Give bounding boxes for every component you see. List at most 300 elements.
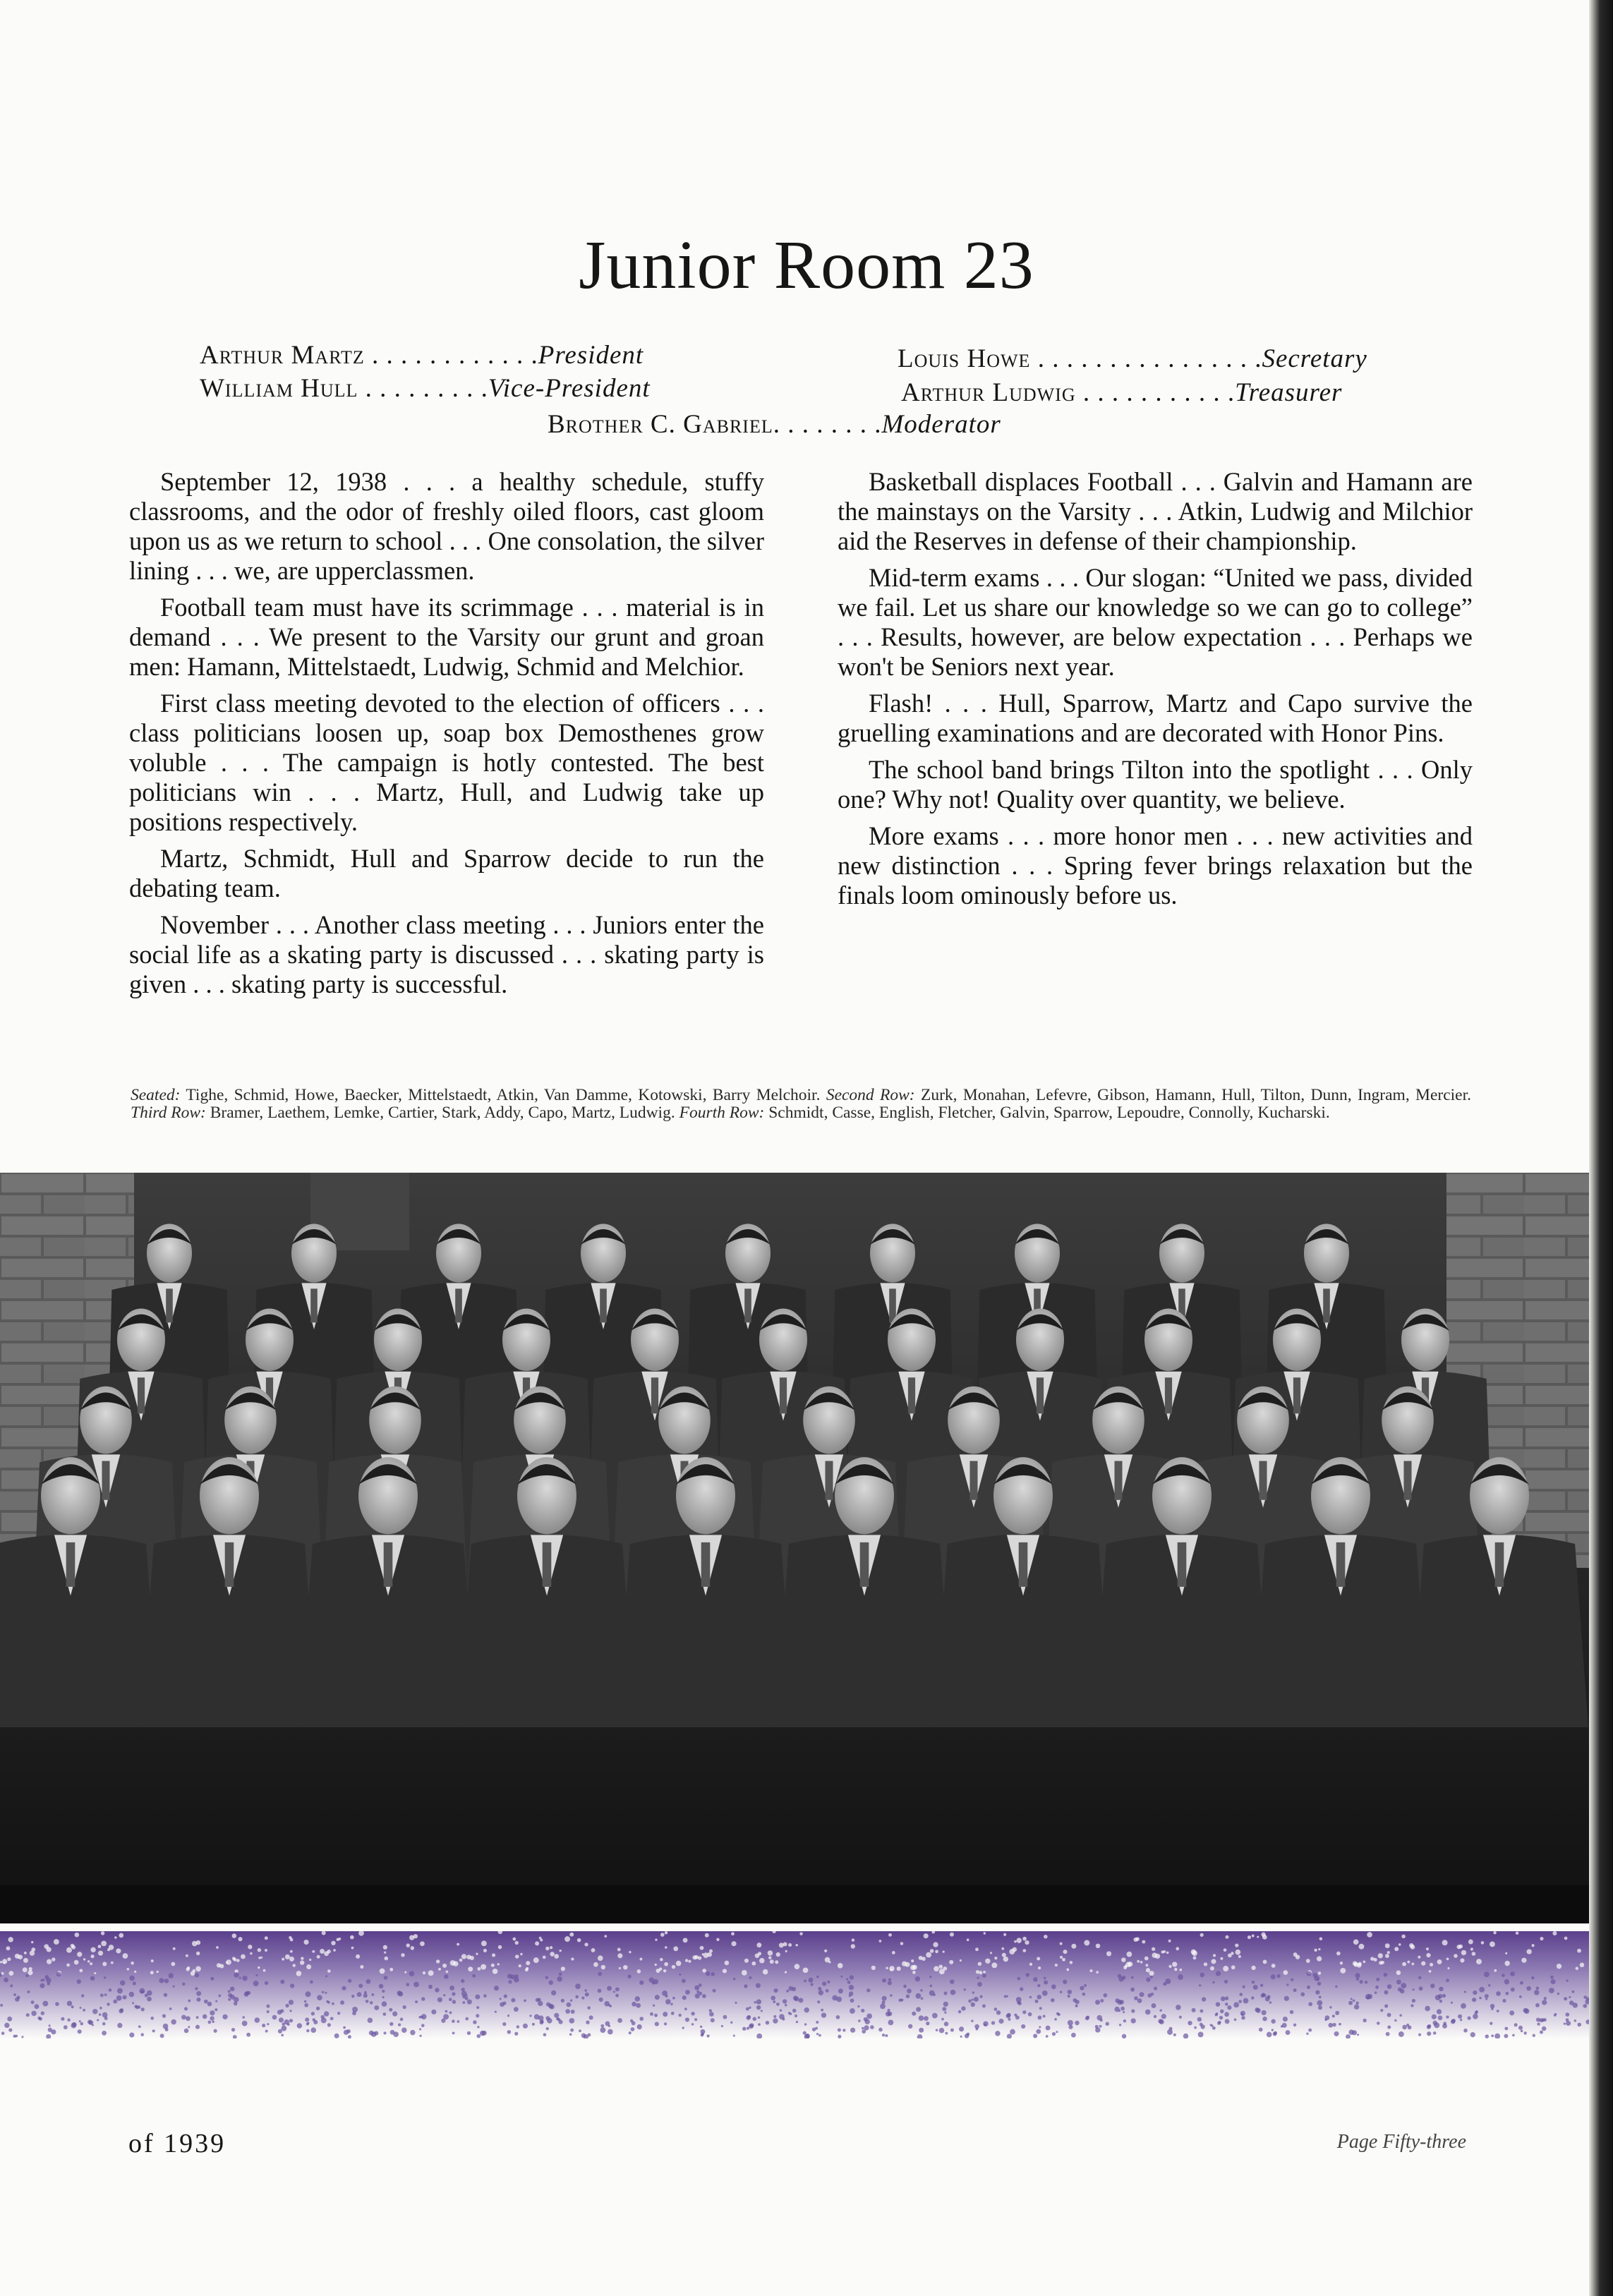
- stipple-dot: [382, 1990, 385, 1993]
- stipple-dot: [241, 1954, 246, 1959]
- stipple-dot: [1339, 2023, 1341, 2026]
- stipple-dot: [1210, 1966, 1214, 1971]
- stipple-dot: [1427, 2031, 1431, 2036]
- stipple-dot: [1224, 1980, 1228, 1983]
- stipple-dot: [615, 1994, 619, 1998]
- stipple-dot: [363, 1993, 368, 1998]
- stipple-dot: [1192, 1950, 1197, 1956]
- stipple-dot: [613, 1990, 615, 1993]
- stipple-dot: [54, 1939, 59, 1945]
- stipple-dot: [1412, 1999, 1415, 2002]
- tie: [908, 1377, 915, 1413]
- stipple-dot: [827, 1981, 830, 1983]
- stipple-dot: [1095, 2000, 1100, 2005]
- stipple-dot: [1473, 2014, 1478, 2019]
- stipple-dot: [107, 2002, 109, 2005]
- stipple-dot: [995, 2031, 1000, 2036]
- stipple-dot: [27, 1990, 30, 1993]
- stipple-dot: [1014, 1940, 1017, 1943]
- stipple-dot: [538, 2001, 543, 2006]
- page-edge-shadow: [1589, 0, 1613, 2296]
- stipple-dot: [702, 1994, 706, 1998]
- stipple-dot: [608, 2029, 613, 2035]
- stipple-dot: [297, 2023, 302, 2028]
- stipple-dot: [1002, 1953, 1006, 1957]
- stipple-dot: [1200, 1973, 1204, 1978]
- stipple-dot: [477, 1967, 481, 1971]
- stipple-dot: [599, 1998, 603, 2002]
- stipple-dot: [623, 1965, 627, 1969]
- stipple-dot: [186, 1967, 190, 1971]
- stipple-dot: [1168, 1940, 1171, 1942]
- stipple-dot: [974, 1997, 979, 2002]
- stipple-dot: [83, 2009, 85, 2012]
- stipple-dot: [188, 2000, 191, 2002]
- stipple-dot: [46, 1978, 51, 1983]
- stipple-dot: [150, 1971, 154, 1974]
- stipple-dot: [1375, 1991, 1377, 1994]
- stipple-dot: [497, 1963, 500, 1965]
- stipple-dot: [1271, 1964, 1276, 1968]
- stipple-dot: [334, 2034, 339, 2038]
- stipple-dot: [230, 1987, 235, 1992]
- stipple-dot: [1145, 1964, 1148, 1966]
- stipple-dot: [1335, 1986, 1337, 1988]
- stipple-dot: [265, 1981, 268, 1985]
- stipple-dot: [162, 2014, 166, 2017]
- stipple-dot: [1271, 1974, 1276, 1979]
- stipple-dot: [1140, 1992, 1144, 1997]
- stipple-dot: [639, 2017, 644, 2021]
- stipple-dot: [284, 2019, 289, 2024]
- stipple-dot: [589, 2015, 593, 2019]
- stipple-dot: [510, 1974, 515, 1979]
- stipple-dot: [123, 1953, 128, 1959]
- stipple-dot: [449, 2011, 452, 2014]
- stipple-dot: [1154, 1987, 1157, 1990]
- stipple-dot: [1044, 1981, 1048, 1985]
- stipple-dot: [262, 2024, 265, 2027]
- stipple-dot: [99, 2013, 102, 2016]
- stipple-dot: [31, 1941, 33, 1943]
- stipple-dot: [1044, 1977, 1046, 1980]
- stipple-dot: [1472, 1998, 1476, 2002]
- stipple-dot: [344, 2030, 349, 2035]
- stipple-dot: [472, 1974, 476, 1978]
- stipple-dot: [8, 1937, 13, 1942]
- stipple-dot: [188, 2026, 190, 2028]
- stipple-dot: [1161, 1950, 1164, 1953]
- stipple-dot: [735, 2002, 737, 2004]
- stipple-dot: [228, 1998, 231, 2001]
- stipple-dot: [919, 1956, 923, 1960]
- stipple-dot: [1021, 2024, 1025, 2029]
- decorative-stipple-band: [0, 1931, 1589, 2038]
- stipple-dot: [1317, 1978, 1319, 1981]
- stipple-dot: [443, 1994, 445, 1996]
- stipple-dot: [300, 1960, 304, 1964]
- stipple-dot: [749, 2024, 754, 2029]
- stipple-dot: [1473, 1990, 1477, 1995]
- stipple-dot: [746, 2007, 749, 2011]
- stipple-dot: [711, 2018, 715, 2022]
- stipple-dot: [706, 1971, 710, 1976]
- stipple-dot: [67, 2019, 71, 2022]
- stipple-dot: [266, 2005, 270, 2008]
- stipple-dot: [1446, 1957, 1449, 1960]
- stipple-dot: [296, 1971, 302, 1976]
- stipple-dot: [543, 1956, 546, 1959]
- stipple-dot: [554, 2013, 559, 2018]
- footer-year: of 1939: [128, 2129, 226, 2158]
- stipple-dot: [1080, 1986, 1084, 1990]
- stipple-dot: [1046, 2026, 1051, 2031]
- stipple-dot: [788, 1943, 792, 1947]
- stipple-dot: [723, 1969, 727, 1973]
- stipple-dot: [604, 1935, 607, 1938]
- stipple-dot: [1384, 2005, 1388, 2008]
- stipple-dot: [1037, 2016, 1041, 2020]
- stipple-dot: [351, 1947, 354, 1950]
- stipple-dot: [482, 2031, 487, 2036]
- stipple-dot: [90, 1947, 95, 1952]
- stipple-dot: [1251, 1966, 1255, 1970]
- stipple-dot: [958, 2010, 961, 2013]
- stipple-dot: [930, 1985, 933, 1988]
- stipple-dot: [210, 1977, 214, 1981]
- stipple-dot: [944, 2012, 946, 2014]
- stipple-dot: [1519, 1995, 1522, 1998]
- stipple-dot: [152, 2029, 155, 2032]
- stipple-dot: [1577, 2023, 1581, 2027]
- stipple-dot: [1549, 1988, 1554, 1993]
- stipple-dot: [338, 1938, 341, 1940]
- paragraph: September 12, 1938 . . . a healthy schedule, stuffy classrooms, and the odor of freshly oiled floors, cast gloom upon us as we return to school . . . One consolation, the silver lining . . . we, are upperclassmen.: [129, 467, 764, 585]
- stipple-dot: [1554, 2014, 1557, 2017]
- stipple-dot: [1036, 2029, 1041, 2034]
- stipple-dot: [495, 2011, 497, 2013]
- stipple-dot: [1215, 2013, 1218, 2016]
- stipple-dot: [1353, 1939, 1359, 1945]
- stipple-dot: [1003, 1933, 1006, 1936]
- stipple-dot: [838, 1963, 843, 1969]
- stipple-dot: [700, 1946, 704, 1950]
- stipple-dot: [783, 1942, 787, 1947]
- stipple-dot: [364, 1991, 367, 1994]
- stipple-dot: [840, 1976, 842, 1978]
- stipple-dot: [465, 2017, 469, 2021]
- stipple-dot: [1060, 1956, 1063, 1959]
- stipple-dot: [507, 2014, 509, 2017]
- stipple-dot: [1357, 2034, 1359, 2036]
- stipple-dot: [961, 2006, 965, 2010]
- stipple-dot: [608, 2025, 610, 2027]
- stipple-dot: [1451, 2002, 1453, 2004]
- stipple-dot: [663, 2012, 667, 2017]
- stipple-dot: [976, 1970, 979, 1974]
- stipple-dot: [1223, 1966, 1228, 1971]
- stipple-dot: [343, 2026, 346, 2029]
- stipple-dot: [838, 2028, 841, 2031]
- stipple-dot: [1216, 1971, 1221, 1976]
- stipple-dot: [195, 1973, 199, 1977]
- stipple-dot: [1353, 2000, 1355, 2002]
- stipple-dot: [713, 1989, 716, 1993]
- stipple-dot: [232, 1933, 237, 1938]
- stipple-dot: [1566, 2018, 1569, 2022]
- stipple-dot: [1137, 1998, 1142, 2003]
- stipple-dot: [380, 1969, 385, 1974]
- stipple-dot: [52, 1957, 55, 1961]
- stipple-dot: [936, 2029, 938, 2031]
- stipple-dot: [171, 1962, 175, 1966]
- stipple-dot: [1318, 2005, 1322, 2010]
- stipple-dot: [332, 2002, 334, 2005]
- stipple-dot: [654, 2014, 658, 2017]
- stipple-dot: [109, 1945, 114, 1950]
- stipple-dot: [75, 1933, 80, 1938]
- stipple-dot: [749, 2007, 751, 2009]
- stipple-dot: [1406, 2024, 1409, 2026]
- stipple-dot: [1146, 1968, 1150, 1972]
- stipple-dot: [929, 1976, 931, 1978]
- stipple-dot: [10, 1984, 13, 1987]
- stipple-dot: [282, 1958, 284, 1961]
- stipple-dot: [1013, 1947, 1017, 1952]
- stipple-dot: [1394, 2019, 1396, 2022]
- stipple-dot: [483, 1994, 487, 1998]
- stipple-dot: [516, 2025, 519, 2028]
- stipple-dot: [383, 1945, 387, 1950]
- stipple-dot: [290, 1950, 293, 1953]
- stipple-dot: [331, 1941, 335, 1945]
- stipple-dot: [357, 1992, 362, 1997]
- tie: [455, 1288, 462, 1322]
- stipple-dot: [1443, 2022, 1446, 2025]
- stipple-dot: [1084, 1984, 1087, 1987]
- stipple-dot: [770, 1959, 774, 1964]
- stipple-dot: [1095, 2025, 1099, 2029]
- stipple-dot: [1564, 1937, 1568, 1940]
- stipple-dot: [775, 1960, 778, 1964]
- stipple-dot: [1200, 1933, 1204, 1937]
- stipple-dot: [79, 2007, 81, 2009]
- stipple-dot: [850, 2028, 855, 2033]
- stipple-dot: [1259, 2028, 1263, 2032]
- stipple-dot: [498, 1945, 502, 1950]
- stipple-dot: [3, 1962, 5, 1964]
- stipple-dot: [311, 2012, 315, 2015]
- stipple-dot: [173, 1947, 176, 1950]
- stipple-dot: [569, 2033, 572, 2036]
- stipple-dot: [1479, 1987, 1485, 1993]
- stipple-dot: [1253, 1985, 1258, 1990]
- stipple-dot: [138, 2025, 141, 2028]
- stipple-dot: [1355, 1973, 1360, 1978]
- stipple-dot: [8, 2028, 12, 2031]
- stipple-dot: [1367, 1932, 1372, 1938]
- stipple-dot: [1470, 2032, 1475, 2037]
- stipple-dot: [120, 1981, 125, 1986]
- stipple-dot: [181, 2015, 186, 2020]
- stipple-dot: [639, 1981, 644, 1985]
- stipple-dot: [1306, 2032, 1308, 2034]
- stipple-dot: [462, 1995, 466, 1998]
- stipple-dot: [111, 1962, 114, 1964]
- stipple-dot: [1340, 1968, 1346, 1974]
- stipple-dot: [64, 2025, 68, 2029]
- stipple-dot: [864, 2017, 868, 2022]
- stipple-dot: [208, 2021, 212, 2024]
- stipple-dot: [548, 2004, 553, 2009]
- stipple-dot: [476, 2034, 481, 2038]
- officer-vice-president: William Hull . . . . . . . . .Vice-President: [200, 374, 651, 403]
- stipple-dot: [514, 1974, 519, 1978]
- stipple-dot: [972, 1991, 974, 1993]
- stipple-dot: [571, 2010, 575, 2014]
- stipple-dot: [1231, 1965, 1236, 1969]
- stipple-dot: [116, 1995, 122, 2001]
- stipple-dot: [382, 2001, 387, 2007]
- stipple-dot: [502, 2022, 506, 2026]
- stipple-dot: [442, 1964, 447, 1968]
- stipple-dot: [779, 2014, 785, 2019]
- stipple-dot: [766, 2021, 770, 2025]
- stipple-dot: [289, 1957, 294, 1962]
- stipple-dot: [461, 1988, 464, 1991]
- stipple-dot: [804, 2007, 809, 2012]
- stipple-dot: [539, 2020, 543, 2024]
- stipple-dot: [1216, 2002, 1221, 2007]
- stipple-dot: [1421, 1962, 1425, 1966]
- stipple-dot: [792, 2009, 797, 2013]
- stipple-dot: [694, 1986, 699, 1990]
- stipple-dot: [1432, 2021, 1437, 2025]
- stipple-dot: [515, 1941, 519, 1945]
- stipple-dot: [351, 1995, 354, 1998]
- stipple-dot: [1484, 1971, 1490, 1977]
- stipple-dot: [586, 2021, 589, 2024]
- stipple-dot: [1225, 2002, 1228, 2006]
- stipple-dot: [768, 1956, 771, 1959]
- stipple-dot: [1566, 1979, 1569, 1981]
- stipple-dot: [1324, 2019, 1327, 2021]
- stipple-dot: [171, 2019, 176, 2025]
- stipple-dot: [279, 2017, 284, 2022]
- stipple-dot: [411, 1946, 414, 1950]
- stipple-dot: [598, 1989, 602, 1993]
- stipple-dot: [721, 2025, 723, 2027]
- stipple-dot: [258, 1966, 260, 1969]
- stipple-dot: [1051, 1984, 1056, 1989]
- stipple-dot: [1402, 1962, 1406, 1966]
- stipple-dot: [1308, 2029, 1312, 2032]
- stipple-dot: [1493, 1931, 1496, 1934]
- stipple-dot: [1398, 1943, 1401, 1946]
- stipple-dot: [1277, 1974, 1281, 1978]
- stipple-dot: [1152, 1952, 1157, 1958]
- stipple-dot: [1152, 2003, 1156, 2008]
- stipple-dot: [838, 2035, 841, 2038]
- stipple-dot: [1, 1972, 4, 1975]
- stipple-dot: [316, 2007, 320, 2010]
- stipple-dot: [1363, 2019, 1366, 2022]
- stipple-dot: [207, 2002, 212, 2007]
- stipple-dot: [1227, 2005, 1231, 2010]
- stipple-dot: [1313, 1973, 1317, 1977]
- stipple-dot: [852, 1938, 854, 1941]
- stipple-dot: [887, 2009, 890, 2012]
- stipple-dot: [102, 2022, 106, 2026]
- stipple-dot: [1062, 1958, 1065, 1962]
- stipple-dot: [231, 2028, 235, 2031]
- paragraph: Flash! . . . Hull, Sparrow, Martz and Capo survive the gruelling examinations and are decorated with Honor Pins.: [838, 689, 1473, 747]
- stipple-dot: [147, 1990, 152, 1996]
- stipple-dot: [1261, 1993, 1265, 1998]
- stipple-dot: [1070, 1961, 1073, 1964]
- stipple-dot: [119, 2009, 123, 2013]
- stipple-dot: [630, 2019, 633, 2022]
- stipple-dot: [61, 2017, 64, 2021]
- stipple-dot: [908, 2024, 912, 2029]
- stipple-dot: [1174, 1968, 1178, 1971]
- stipple-dot: [1497, 2010, 1499, 2012]
- stipple-dot: [683, 1938, 688, 1942]
- stipple-dot: [431, 2010, 436, 2014]
- stipple-dot: [960, 1959, 962, 1962]
- stipple-dot: [971, 2020, 973, 2022]
- stipple-dot: [1291, 1978, 1293, 1981]
- stipple-dot: [1550, 1976, 1554, 1979]
- stipple-dot: [773, 2018, 778, 2023]
- tie: [780, 1377, 787, 1413]
- stipple-dot: [1504, 1961, 1509, 1966]
- stipple-dot: [280, 2009, 284, 2012]
- stipple-dot: [744, 1984, 747, 1988]
- stipple-dot: [512, 1938, 516, 1941]
- stipple-dot: [862, 2027, 864, 2029]
- stipple-dot: [1140, 1961, 1143, 1964]
- stipple-dot: [912, 2012, 916, 2016]
- stipple-dot: [114, 1936, 116, 1938]
- stipple-dot: [554, 1954, 559, 1959]
- stipple-dot: [216, 1946, 219, 1949]
- stipple-dot: [1446, 1978, 1449, 1982]
- stipple-dot: [1037, 1957, 1040, 1960]
- stipple-dot: [598, 1955, 603, 1961]
- stipple-dot: [617, 1948, 621, 1952]
- stipple-dot: [1520, 1981, 1523, 1985]
- stipple-dot: [236, 1959, 240, 1962]
- stipple-dot: [71, 1945, 75, 1950]
- stipple-dot: [598, 1972, 602, 1976]
- stipple-dot: [1385, 1954, 1389, 1958]
- stipple-dot: [1511, 1988, 1515, 1992]
- stipple-dot: [866, 1988, 870, 1992]
- stipple-dot: [996, 2010, 1001, 2014]
- stipple-dot: [15, 1954, 20, 1959]
- stipple-dot: [325, 1975, 327, 1977]
- stipple-dot: [907, 1988, 912, 1993]
- paragraph: Basketball displaces Football . . . Galvin and Hamann are the mainstays on the Varsity . . . Atkin, Ludwig and Milchior aid the Reserves in defense of their championship.: [838, 467, 1473, 555]
- stipple-dot: [949, 1960, 953, 1964]
- stipple-dot: [1097, 2015, 1102, 2021]
- stipple-dot: [1580, 1963, 1585, 1968]
- stipple-dot: [1476, 1959, 1482, 1964]
- stipple-dot: [196, 1940, 200, 1945]
- stipple-dot: [821, 2009, 823, 2012]
- stipple-dot: [1056, 2031, 1058, 2033]
